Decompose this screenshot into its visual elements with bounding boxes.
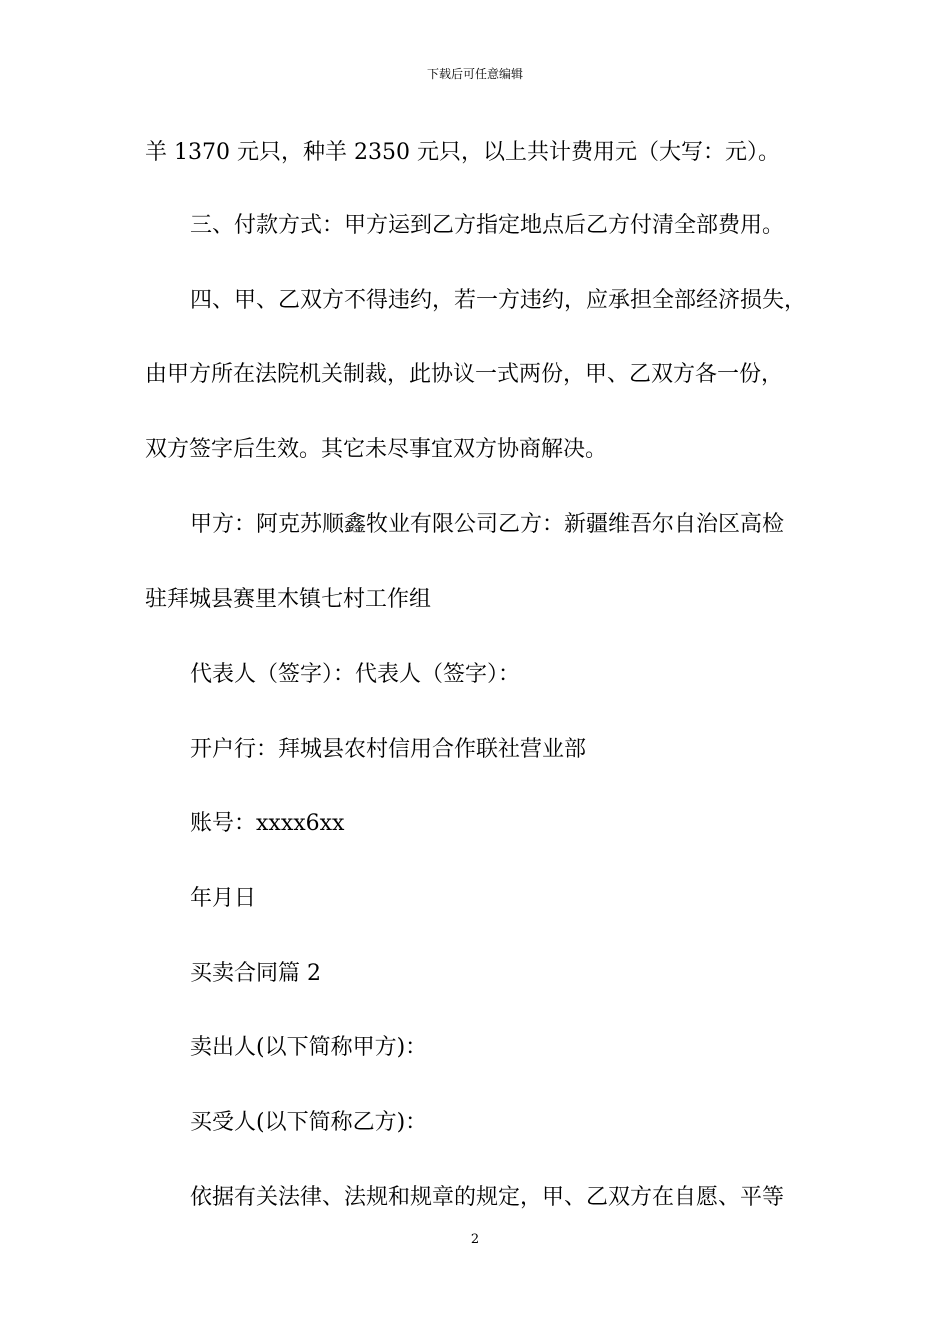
body-line-7: 驻拜城县赛里木镇七村工作组 xyxy=(145,587,432,612)
body-line-6: 甲方：阿克苏顺鑫牧业有限公司乙方：新疆维吾尔自治区高检 xyxy=(190,512,785,537)
body-line-3: 四、甲、乙双方不得违约，若一方违约，应承担全部经济损失， xyxy=(190,288,807,313)
body-line-5: 双方签字后生效。其它未尽事宜双方协商解决。 xyxy=(145,437,608,462)
body-line-13: 卖出人(以下简称甲方)： xyxy=(190,1035,428,1060)
body-line-2: 三、付款方式：甲方运到乙方指定地点后乙方付清全部费用。 xyxy=(190,213,785,238)
page-header: 下载后可任意编辑 xyxy=(426,67,523,81)
body-line-1: 羊 1370 元只，种羊 2350 元只，以上共计费用元（大写：元）。 xyxy=(145,140,780,165)
page-number: 2 xyxy=(470,1232,480,1247)
body-line-10: 账号：xxxx6xx xyxy=(190,811,345,836)
body-line-15: 依据有关法律、法规和规章的规定，甲、乙双方在自愿、平等 xyxy=(190,1185,785,1210)
section-heading: 买卖合同篇 2 xyxy=(190,961,321,986)
body-line-4: 由甲方所在法院机关制裁，此协议一式两份，甲、乙双方各一份， xyxy=(145,362,784,387)
body-line-11: 年月日 xyxy=(190,886,257,911)
body-line-8: 代表人（签字）：代表人（签字）： xyxy=(190,662,521,687)
body-line-9: 开户行：拜城县农村信用合作联社营业部 xyxy=(190,737,587,762)
body-line-14: 买受人(以下简称乙方)： xyxy=(190,1110,428,1135)
